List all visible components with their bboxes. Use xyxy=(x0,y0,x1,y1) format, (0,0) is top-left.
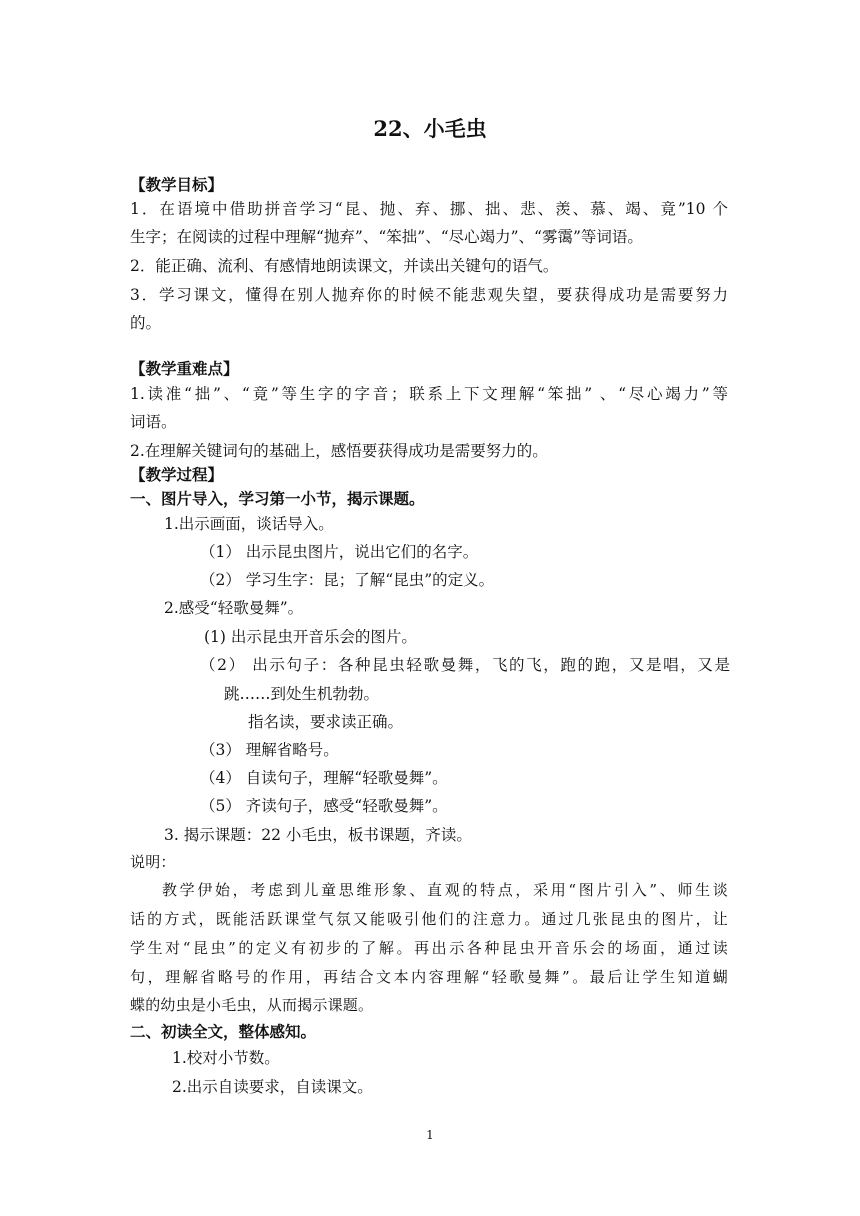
note-line-2: 话的方式，既能活跃课堂气氛又能吸引他们的注意力。通过几张昆虫的图片，让 xyxy=(130,910,728,928)
part-1-step-2: 2.感受“轻歌曼舞”。 xyxy=(164,599,304,617)
note-line-5: 蝶的幼虫是小毛虫，从而揭示课题。 xyxy=(130,996,374,1014)
note-line-3: 学生对“昆虫”的定义有初步的了解。再出示各种昆虫开音乐会的场面，通过读 xyxy=(130,939,728,957)
part-1-step-2-4: （4） 自读句子，理解“轻歌曼舞”。 xyxy=(200,769,448,787)
part-1-step-1: 1.出示画面，谈话导入。 xyxy=(164,515,334,533)
part-1-step-2-2-line-3: 指名读，要求读正确。 xyxy=(248,713,404,731)
part-1-step-2-2-line-1: （2） 出示句子：各种昆虫轻歌曼舞，飞的飞，跑的跑，又是唱，又是 xyxy=(200,656,730,674)
process-heading: 【教学过程】 xyxy=(130,465,224,484)
goals-heading: 【教学目标】 xyxy=(130,175,224,194)
difficulty-heading: 【教学重难点】 xyxy=(130,359,239,378)
document-title: 22、小毛虫 xyxy=(373,116,487,141)
part-1-heading: 一、图片导入，学习第一小节，揭示课题。 xyxy=(130,489,425,508)
part-1-step-2-2-line-2: 跳……到处生机勃勃。 xyxy=(224,685,380,703)
difficulty-2: 2.在理解关键词句的基础上，感悟要获得成功是需要努力的。 xyxy=(130,442,548,460)
part-2-step-1: 1.校对小节数。 xyxy=(172,1049,280,1067)
note-line-1: 教学伊始，考虑到儿童思维形象、直观的特点，采用“图片引入”、师生谈 xyxy=(162,881,728,899)
note-line-4: 句，理解省略号的作用，再结合文本内容理解“轻歌曼舞”。最后让学生知道蝴 xyxy=(130,968,728,986)
goal-1-line-2: 生字；在阅读的过程中理解“抛弃”、“笨拙”、“尽心竭力”、“雾霭”等词语。 xyxy=(130,228,643,246)
goal-2: 2．能正确、流利、有感情地朗读课文，并读出关键句的语气。 xyxy=(130,257,559,275)
part-2-step-2: 2.出示自读要求，自读课文。 xyxy=(172,1078,373,1096)
part-1-step-2-1: (1) 出示昆虫开音乐会的图片。 xyxy=(204,628,417,646)
goal-3-line-1: 3．学习课文，懂得在别人抛弃你的时候不能悲观失望，要获得成功是需要努力 xyxy=(130,286,728,304)
page-number: 1 xyxy=(426,1128,434,1142)
goal-3-line-2: 的。 xyxy=(130,314,162,332)
part-1-step-2-5: （5） 齐读句子，感受“轻歌曼舞”。 xyxy=(200,797,448,815)
part-1-step-3: 3. 揭示课题：22 小毛虫，板书课题，齐读。 xyxy=(164,826,472,844)
part-1-step-1-2: （2） 学习生字：昆；了解“昆虫”的定义。 xyxy=(200,571,495,589)
difficulty-1-line-1: 1.读准“拙”、“竟”等生字的字音；联系上下文理解“笨拙” 、“尽心竭力”等 xyxy=(130,385,728,403)
part-1-step-1-1: （1） 出示昆虫图片，说出它们的名字。 xyxy=(200,543,479,561)
difficulty-1-line-2: 词语。 xyxy=(130,413,177,431)
part-2-heading: 二、初读全文，整体感知。 xyxy=(130,1022,317,1041)
note-label: 说明： xyxy=(130,853,176,871)
part-1-step-2-3: （3） 理解省略号。 xyxy=(200,741,339,759)
goal-1-line-1: 1．在语境中借助拼音学习“昆、抛、弃、挪、拙、悲、羡、慕、竭、竟”10 个 xyxy=(130,200,728,218)
